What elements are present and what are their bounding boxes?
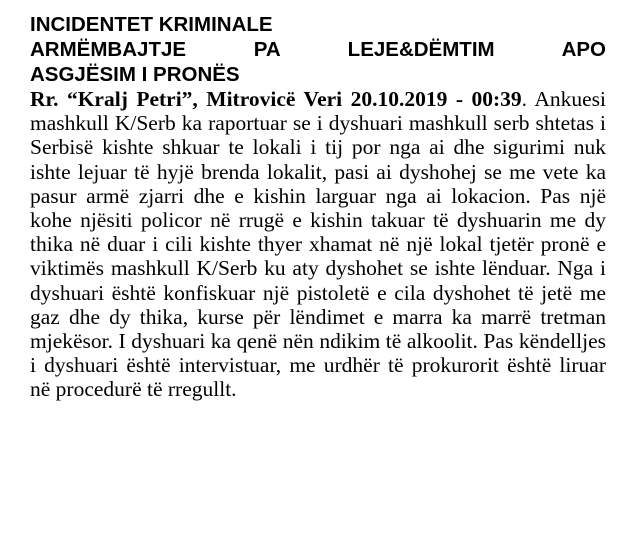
report-body [30,87,606,402]
report-heading [30,12,606,87]
heading-category: INCIDENTET KRIMINALE [30,13,273,36]
report-description: . Ankuesi mashkull K/Serb ka raportuar se i dyshuari mashkull serb shtetas i Serbisë kishte shkuar te lokali i tij por nga ai dhe sigurimi nuk ishte lejuar të hyjë brenda lokalit, pasi ai dyshohej se me vete ka pasur armë zjarri dhe e kishin larguar nga ai lokacion. Pas një kohe njësiti policor në rrugë e kishin takuar të dyshuarin me dy thika në duar i cili kishte thyer xhamat në një lokal tjetër pronë e viktimës mashkull K/Serb ku aty dyshohet se ishte lënduar. Nga i dyshuari është konfiskuar një pistoletë e cila dyshohet të jetë me gaz dhe dy thika, kurse për lëndimet e marra ka marrë tretman mjekësor. I dyshuari ka qenë nën ndikim të alkoolit. Pas këndelljes i dyshuari është intervistuar, me urdhër të prokurorit është liruar në procedurë të rregullt. [30,87,606,402]
heading-offense-line2: ASGJËSIM I PRONËS [30,63,240,86]
location-date: Rr. “Kralj Petri”, Mitrovicë Veri 20.10.2019 - 00:39 [30,87,522,111]
heading-offense-line1: ARMËMBAJTJE PA LEJE&DËMTIM APO [30,38,606,61]
incident-report [30,12,606,402]
